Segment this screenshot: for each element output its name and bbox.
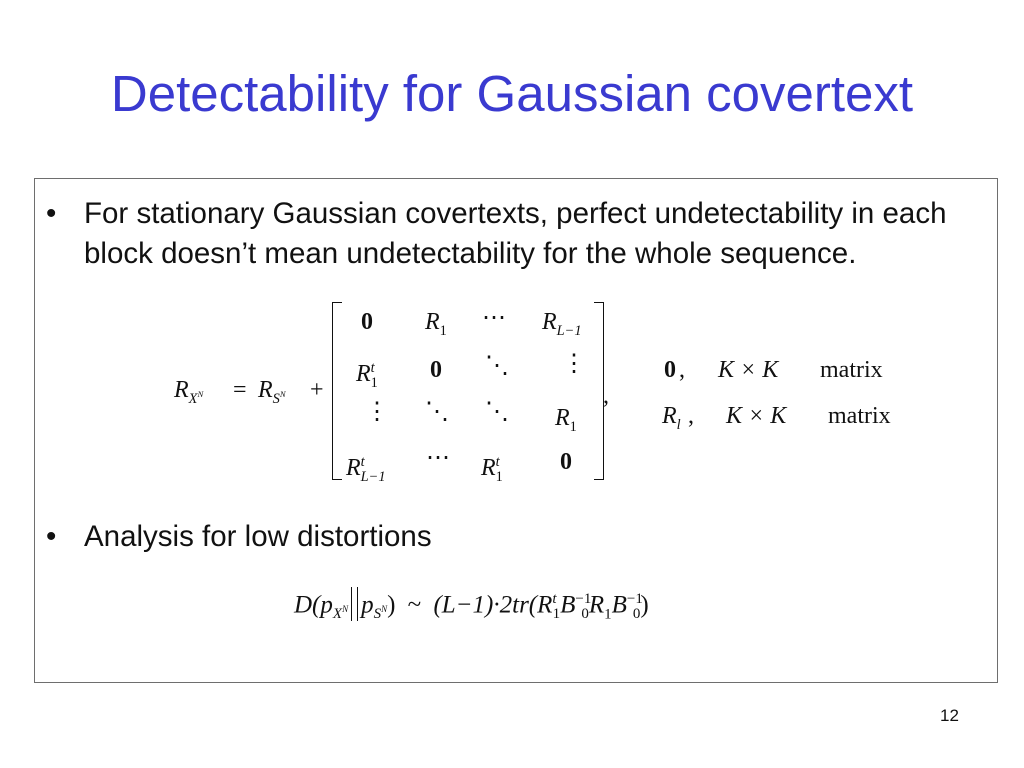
matrix-left-bracket: [332, 302, 342, 480]
divergence-bar: [351, 587, 358, 621]
matrix-cell: $R^t_1$: [356, 360, 378, 391]
bullet-item-2: [46, 517, 746, 557]
matrix-cell: ⋱: [485, 353, 509, 379]
matrix-cell: ⋮: [562, 351, 586, 377]
page-number: 12: [940, 706, 959, 725]
matrix-cell: ⋱: [425, 399, 449, 425]
bullet-text: Analysis for low distortions: [84, 520, 432, 553]
matrix-cell: ⋮: [365, 399, 389, 425]
matrix-cell: 0: [430, 357, 442, 383]
note-r-symbol: $R_l$: [662, 403, 681, 433]
note-separator: ,: [688, 403, 694, 429]
matrix-cell: $R^t_1$: [481, 454, 503, 485]
matrix-cell: ⋱: [485, 399, 509, 425]
note-word: matrix: [820, 357, 883, 383]
matrix-comma: ,: [603, 383, 609, 409]
eq-equals: =: [233, 377, 247, 403]
bullet-dot: •: [46, 520, 57, 553]
matrix-cell: ⋯: [482, 305, 506, 331]
eq-rhs-sup: N: [279, 389, 286, 399]
matrix-cell: $R^t_{L-1}$: [346, 454, 386, 485]
eq-lhs-r: R: [174, 377, 189, 403]
note-dimension: K × K: [718, 357, 779, 383]
matrix-cell: 0: [560, 449, 572, 475]
note-dimension: K × K: [726, 403, 787, 429]
note-separator: ,: [679, 357, 685, 383]
bullet-text: For stationary Gaussian covertexts, perfect undetectability in each block doesn’t mean undetectability for the whole sequence.: [84, 197, 947, 270]
eq-rhs-sub: S: [272, 390, 280, 407]
matrix-cell: $R_1$: [555, 405, 577, 435]
note-word: matrix: [828, 403, 891, 429]
matrix-cell: ⋯: [426, 445, 450, 471]
slide-title: Detectability for Gaussian covertext: [110, 65, 914, 122]
matrix-cell: $R_{L-1}$: [542, 309, 582, 339]
eq-lhs-sup: N: [197, 389, 204, 399]
note-zero-symbol: 0: [664, 357, 676, 383]
matrix-cell: $R_1$: [425, 309, 447, 339]
equation-divergence: $D(p_{X^N}$ $p_{S^N}$) ~ $(L-1)\cdot 2tr(R^t_1B^{-1}_0R_1B^{-1}_0)$: [294, 584, 649, 629]
bullet-dot: •: [46, 197, 57, 230]
eq-rhs-r: R: [258, 377, 273, 403]
matrix-cell: 0: [361, 309, 373, 335]
eq2-sim: ~: [407, 591, 422, 619]
eq2-factor: (L−1)·2tr(: [433, 591, 538, 619]
eq2-d: D(: [294, 591, 321, 619]
eq-lhs-sub: X: [188, 390, 198, 407]
eq-plus: +: [310, 377, 324, 403]
